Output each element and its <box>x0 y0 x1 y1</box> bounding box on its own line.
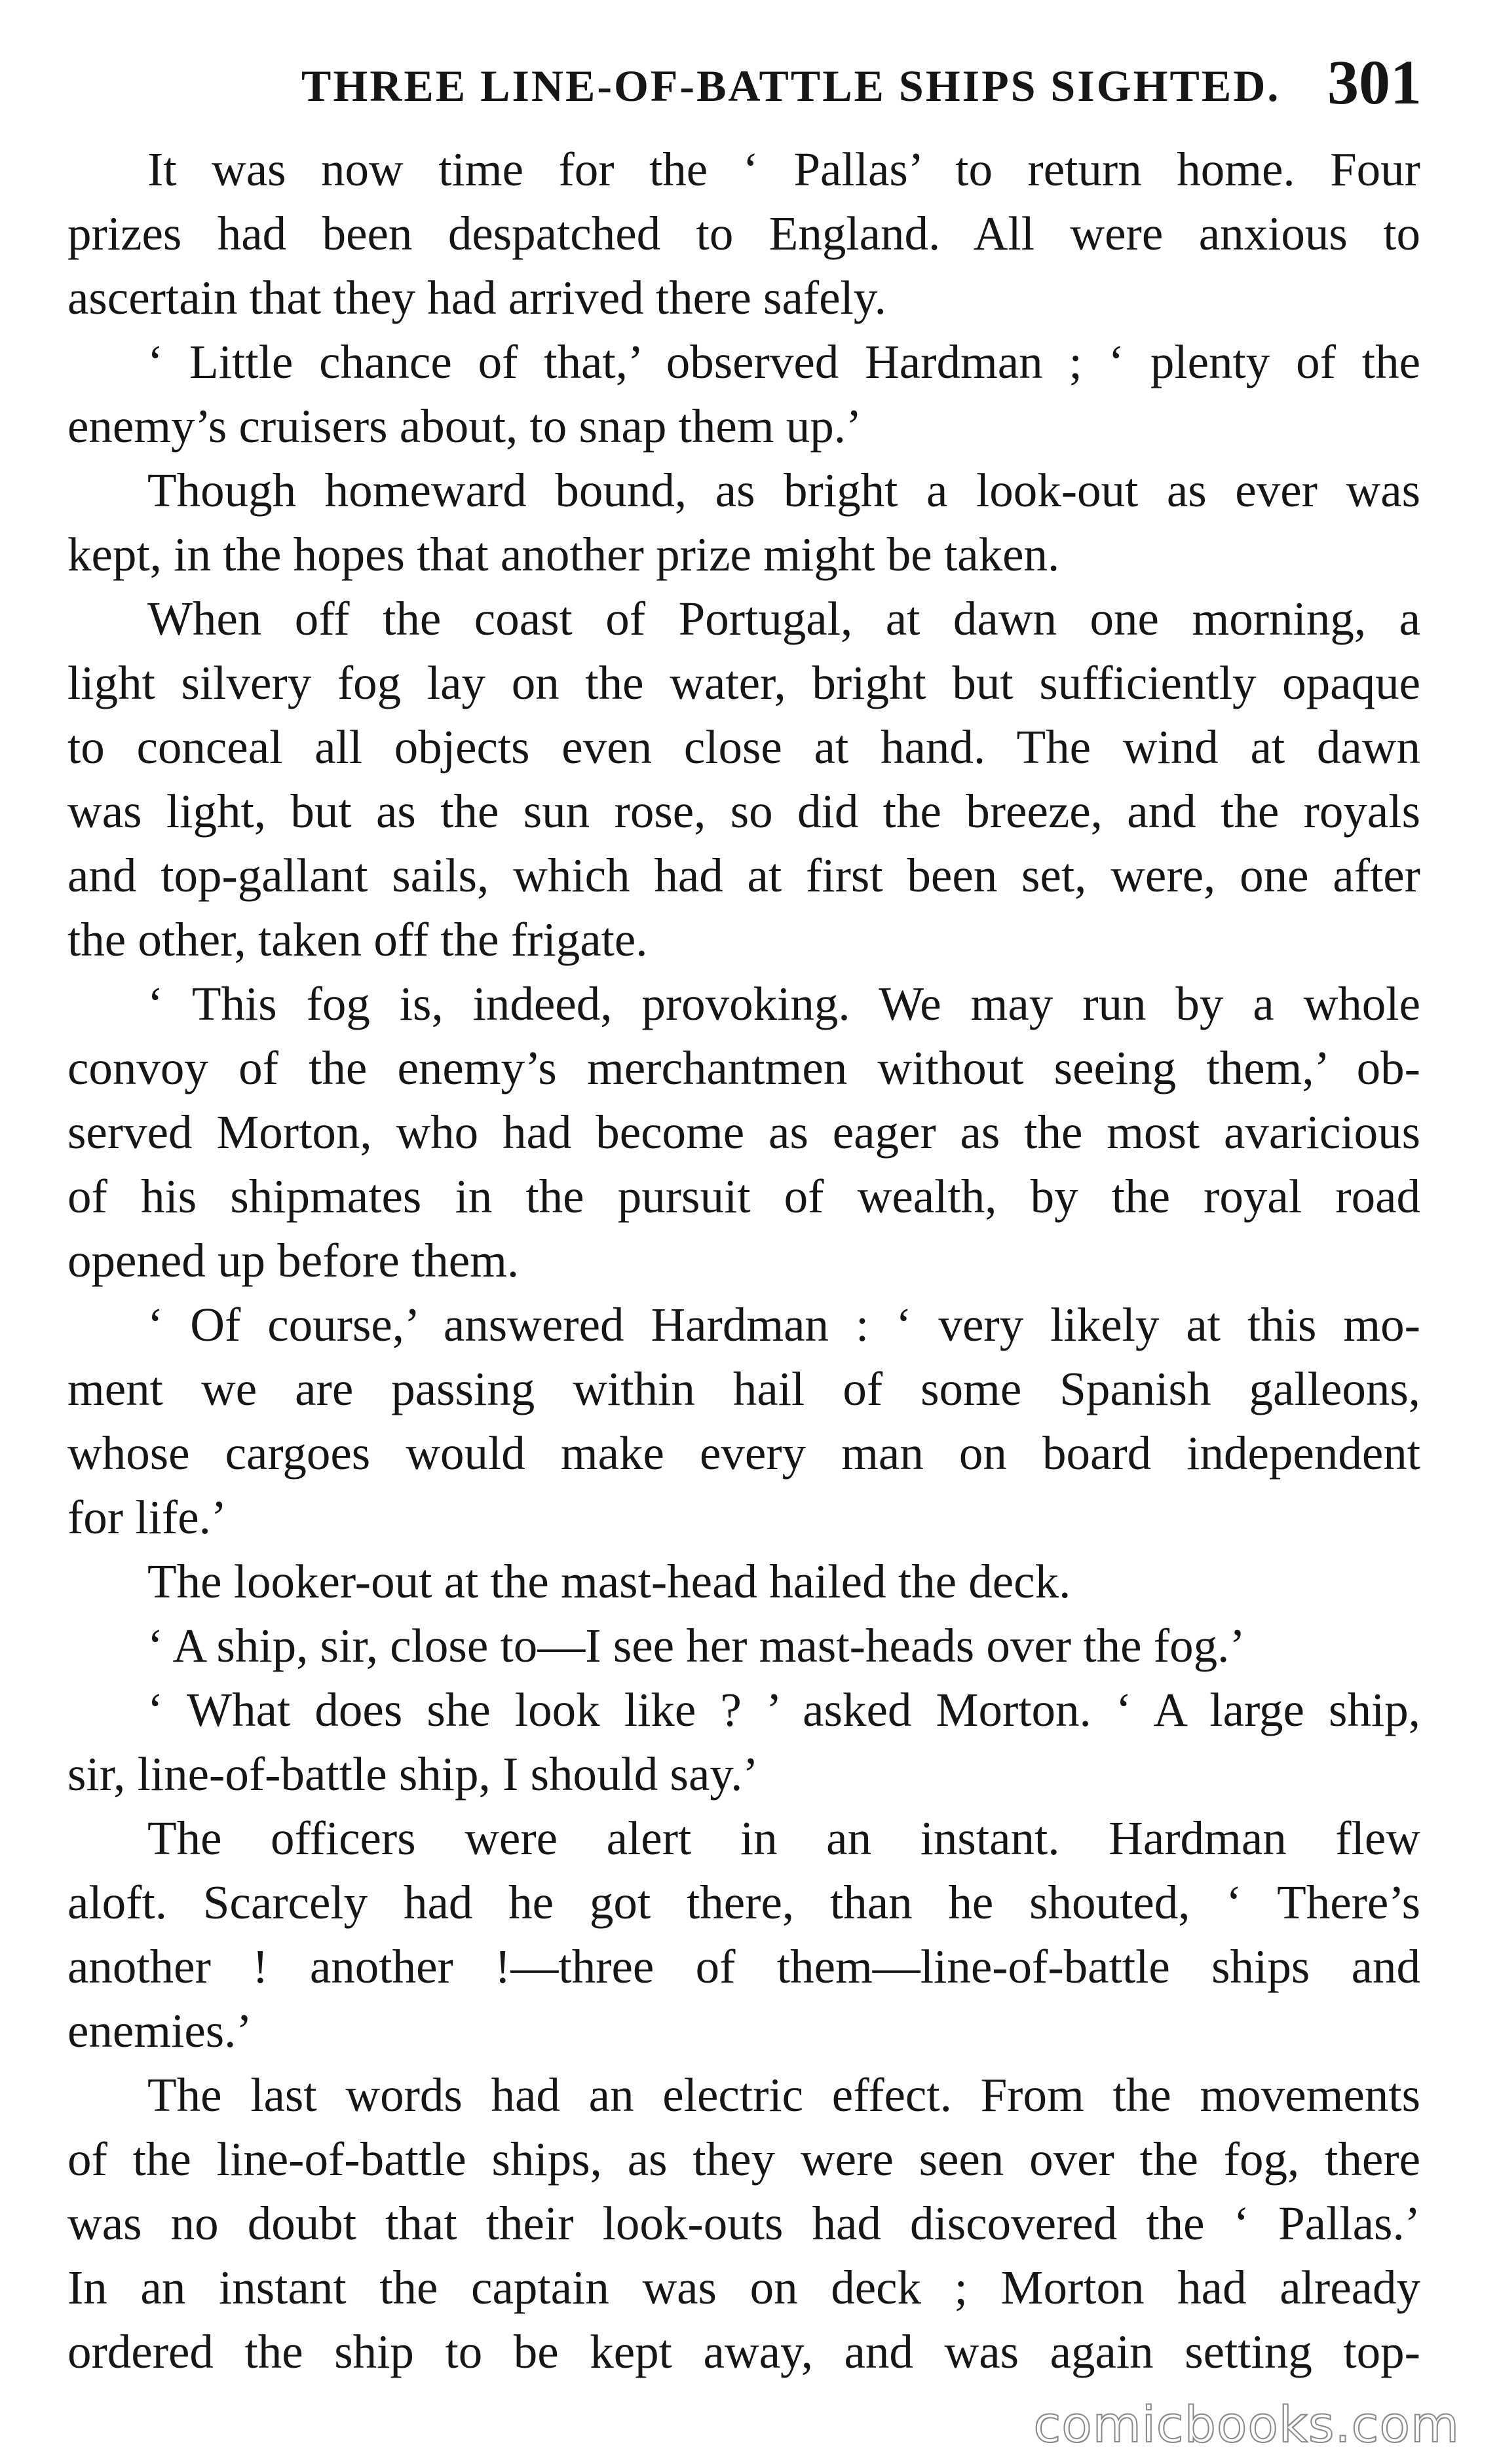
text-line: was light, but as the sun rose, so did the breeze, and the royals <box>67 785 1420 838</box>
text-line: of his shipmates in the pursuit of wealth, by the royal road <box>67 1170 1420 1223</box>
text-line: The officers were alert in an instant. Hardman flew <box>147 1812 1420 1865</box>
text-line: enemies.’ <box>67 2004 252 2057</box>
body-text <box>67 138 1420 2384</box>
text-line: light silvery fog lay on the water, bright but sufficiently opaque <box>67 656 1420 709</box>
text-line: Though homeward bound, as bright a look-out as ever was <box>147 464 1420 517</box>
text-line: and top-gallant sails, which had at first been set, were, one after <box>67 849 1420 902</box>
text-line: for life.’ <box>67 1491 227 1544</box>
text-line: ordered the ship to be kept away, and was again setting top- <box>67 2325 1420 2378</box>
text-line: opened up before them. <box>67 1234 520 1287</box>
text-line: ‘ Little chance of that,’ observed Hardman ; ‘ plenty of the <box>147 335 1420 388</box>
text-line: When off the coast of Portugal, at dawn one morning, a <box>147 592 1420 645</box>
text-line: whose cargoes would make every man on board independent <box>67 1427 1420 1480</box>
text-line: In an instant the captain was on deck ; Morton had already <box>67 2261 1420 2314</box>
text-line: enemy’s cruisers about, to snap them up.’ <box>67 400 862 453</box>
text-line: ‘ What does she look like ? ’ asked Morton. ‘ A large ship, <box>147 1683 1420 1736</box>
text-line: ment we are passing within hail of some Spanish galleons, <box>67 1362 1420 1415</box>
text-line: convoy of the enemy’s merchantmen without seeing them,’ ob- <box>67 1041 1420 1094</box>
running-title: THREE LINE-OF-BATTLE SHIPS SIGHTED. <box>301 61 1281 111</box>
text-line: of the line-of-battle ships, as they were seen over the fog, there <box>67 2133 1420 2186</box>
watermark-logo: comicbooks.com <box>1033 2395 1460 2454</box>
text-line: another ! another !—three of them—line-of-battle ships and <box>67 1940 1420 1993</box>
text-line: ‘ A ship, sir, close to—I see her mast-heads over the fog.’ <box>147 1619 1245 1672</box>
text-line: It was now time for the ‘ Pallas’ to return home. Four <box>147 143 1420 196</box>
text-line: to conceal all objects even close at hand. The wind at dawn <box>67 720 1420 774</box>
text-line: ‘ This fog is, indeed, provoking. We may run by a whole <box>147 977 1420 1030</box>
running-head <box>66 46 1422 124</box>
text-line: ascertain that they had arrived there safely. <box>67 271 886 324</box>
text-line: served Morton, who had become as eager as the most avaricious <box>67 1106 1420 1159</box>
page-number: 301 <box>1327 47 1422 117</box>
text-line: prizes had been despatched to England. All were anxious to <box>67 207 1420 260</box>
text-line: ‘ Of course,’ answered Hardman : ‘ very likely at this mo- <box>147 1298 1420 1351</box>
text-line: sir, line-of-battle ship, I should say.’ <box>67 1747 759 1801</box>
text-line: was no doubt that their look-outs had discovered the ‘ Pallas.’ <box>67 2197 1420 2250</box>
text-line: The last words had an electric effect. From the movements <box>147 2068 1420 2121</box>
text-line: The looker-out at the mast-head hailed the deck. <box>147 1555 1071 1608</box>
text-line: aloft. Scarcely had he got there, than he shouted, ‘ There’s <box>67 1876 1420 1929</box>
text-line: kept, in the hopes that another prize might be taken. <box>67 528 1060 581</box>
text-line: the other, taken off the frigate. <box>67 913 648 966</box>
